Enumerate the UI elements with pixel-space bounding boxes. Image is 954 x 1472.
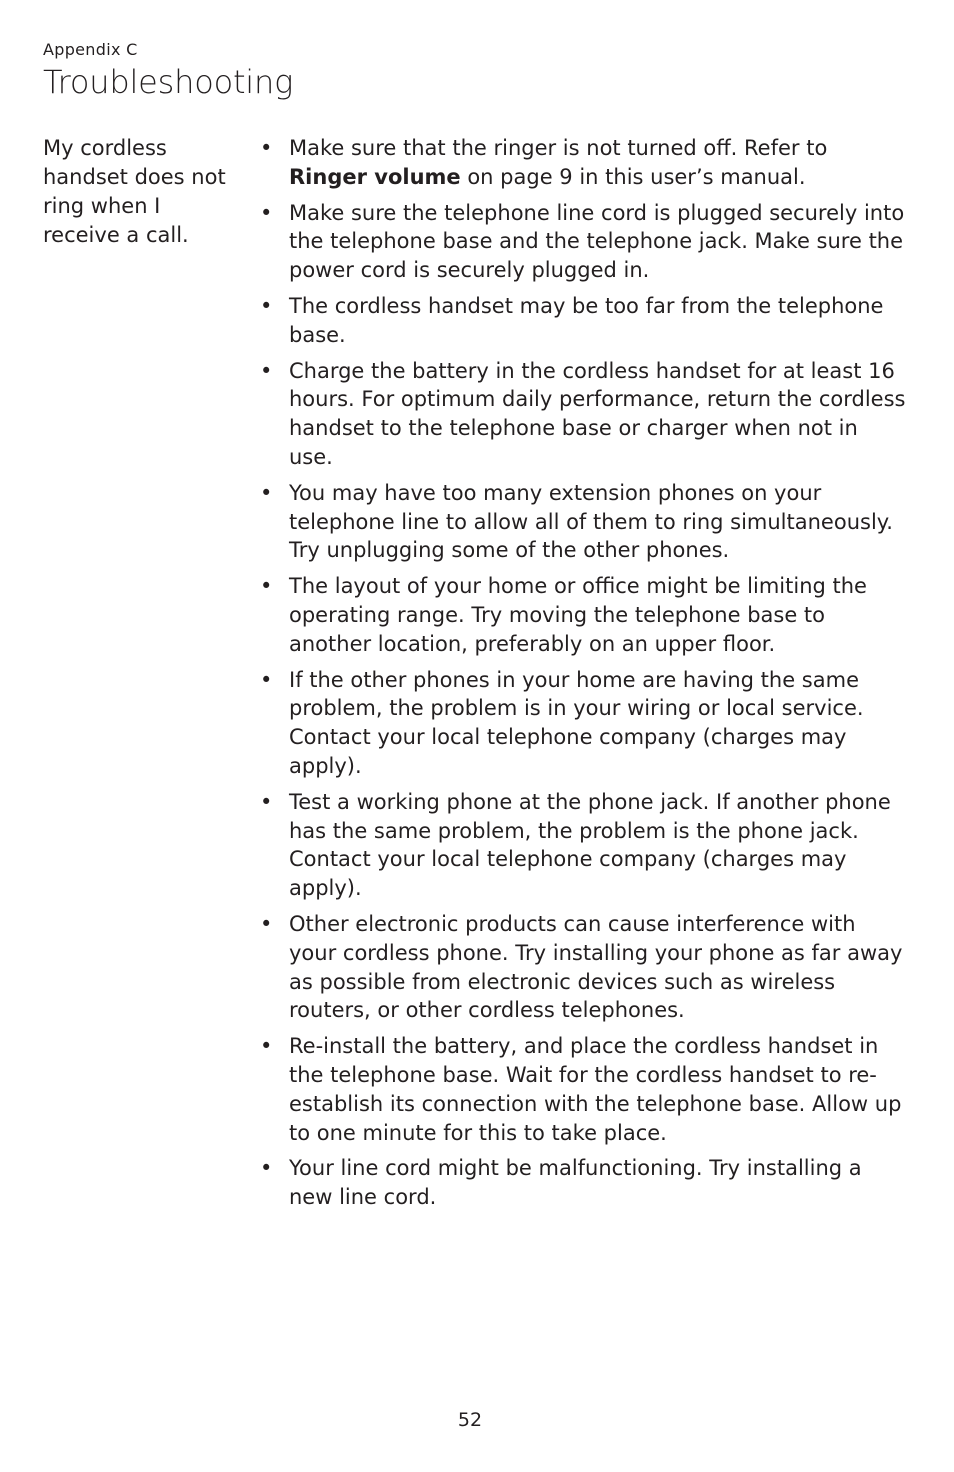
solution-text: You may have too many extension phones on your telephone line to allow all of them to ring simultaneously. Try unplugging some of the other phones. — [289, 480, 893, 563]
solution-item — [256, 572, 906, 658]
bullet-icon: • — [260, 1034, 273, 1059]
solution-text: Charge the battery in the cordless handset for at least 16 hours. For optimum daily performance, return the cordless handset to the telephone base or charger when not in use. — [289, 358, 906, 469]
bullet-icon: • — [260, 1156, 273, 1181]
solution-item — [256, 357, 906, 472]
page-number: 52 — [457, 1409, 483, 1431]
solution-item — [256, 1032, 906, 1147]
bullet-icon: • — [260, 480, 273, 505]
solution-text: The layout of your home or office might be limiting the operating range. Try moving the telephone base to another location, preferably on an upper floor. — [289, 574, 867, 656]
solution-item — [256, 134, 906, 192]
bullet-icon: • — [260, 358, 273, 383]
solution-text: If the other phones in your home are having the same problem, the problem is in your wiring or local service. Contact your local telephone company (charges may apply). — [289, 667, 864, 778]
solution-text: Other electronic products can cause interference with your cordless phone. Try installing your phone as far away as possible from electronic devices such as wireless routers, or other cordless telephones. — [289, 911, 903, 1023]
solution-item — [256, 292, 906, 350]
solution-text: Test a working phone at the phone jack. If another phone has the same problem, the problem is the phone jack. Contact your local telephone company (charges may apply). — [289, 789, 891, 901]
bullet-icon: • — [260, 667, 273, 692]
bullet-icon: • — [260, 911, 273, 936]
solution-text: Make sure the telephone line cord is plugged securely into the telephone base and the telephone jack. Make sure the power cord is securely plugged in. — [289, 200, 905, 283]
bullet-icon: • — [260, 200, 273, 225]
bullet-icon: • — [260, 136, 273, 160]
solution-list — [256, 134, 906, 1219]
page-header — [43, 40, 293, 102]
appendix-label: Appendix C — [43, 40, 138, 59]
ringer-volume-reference: Ringer volume — [289, 164, 461, 189]
solution-text: Re-install the battery, and place the cordless handset in the telephone base. Wait for the cordless handset to re-establish its connection with the telephone base. Allow up to one minute for this to take place. — [289, 1034, 902, 1145]
bullet-icon: • — [260, 789, 273, 814]
solution-item — [256, 788, 906, 903]
solution-item — [256, 479, 906, 565]
bullet-icon: • — [260, 293, 273, 318]
solution-text: Your line cord might be malfunctioning. Try installing a new line cord. — [289, 1156, 862, 1210]
bullet-icon: • — [260, 574, 273, 599]
solution-item — [256, 910, 906, 1025]
solution-text: The cordless handset may be too far from the telephone base. — [289, 293, 884, 347]
solution-text: on page 9 in this user’s manual. — [460, 164, 806, 189]
solution-item — [256, 1154, 906, 1212]
solution-text: Make sure that the ringer is not turned off. Refer to — [289, 136, 828, 160]
solution-item — [256, 666, 906, 781]
page-title: Troubleshooting — [43, 63, 294, 101]
problem-statement: My cordless handset does not ring when I receive a call. — [43, 136, 226, 247]
solution-item — [256, 199, 906, 285]
